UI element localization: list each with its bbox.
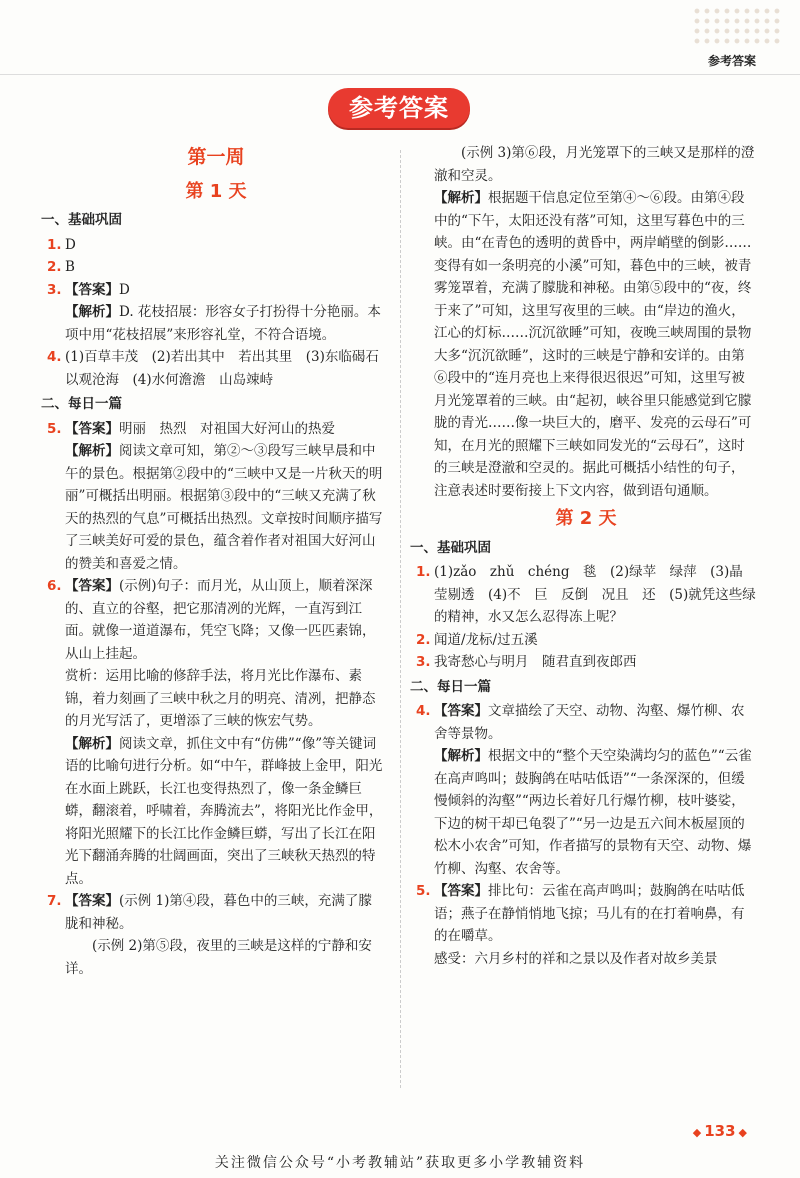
decorative-dots xyxy=(692,6,782,46)
page-title-banner: 参考答案 xyxy=(328,88,470,128)
example-text: (示例 2)第⑤段，夜里的三峡是这样的宁静和安详。 xyxy=(65,938,372,977)
section-heading: 二、每日一篇 xyxy=(41,396,122,412)
right-column xyxy=(410,142,756,970)
page-number: ◆ 133 ◆ xyxy=(690,1122,750,1140)
answer-item: 4. 【答案】文章描绘了天空、动物、沟壑、爆竹柳、农舍等景物。 xyxy=(416,703,745,742)
day-title: 第 1 天 xyxy=(185,180,247,202)
analysis-text: 【解析】阅读文章可知，第②～③段写三峡早晨和中午的景色。根据第②段中的“三峡中又是一片秋天的明丽”可概括出明丽。根据第③段中的“三峡又充满了秋天的热烈的气息”可概括出热烈。文章按时间顺序描写了三峡美好可爱的景色，蕴含着作者对祖国大好河山的赞美和喜爱之情。 xyxy=(65,443,383,572)
left-column xyxy=(41,142,393,980)
analysis-text: 【解析】D. 花枝招展：形容女子打扮得十分艳丽。本项中用“花枝招展”来形容礼堂，不符合语境。 xyxy=(65,304,381,343)
bullet-icon: ◆ xyxy=(738,1126,747,1139)
section-heading: 二、每日一篇 xyxy=(410,678,491,695)
answer-item: 1. D xyxy=(47,236,76,253)
day-title: 第 2 天 xyxy=(555,508,617,529)
analysis-text: 【解析】根据文中的“整个天空染满均匀的蓝色”“云雀在高声鸣叫；鼓胸鸽在咕咕低语”“一条深深的，但缓慢倾斜的沟壑”“两边长着好几行爆竹柳，枝叶婆娑，下边的树干却已龟裂了”“另一边是五六间木板屋顶的松木小农舍”可知，作者描写的景物有天空、动物、爆竹柳、沟壑、农舍等。 xyxy=(434,748,752,877)
analysis-text: 【解析】根据题干信息定位至第④～⑥段。由第④段中的“下午，太阳还没有落”可知，这里写暮色中的三峡。由“在青色的透明的黄昏中，两岸峭壁的倒影……变得有如一条明亮的小溪”可知，暮色中的三峡，被青雾笼罩着，充满了朦胧和神秘。由第⑤段中的“夜，终于来了”可知，这里写夜里的三峡。由“岸边的渔火，江心的灯标……沉沉欲睡”可知，夜晚三峡周围的景物大多“沉沉欲睡”，这时的三峡是宁静和安详的。由第⑥段中的“连月亮也上来得很迟很迟”可知，这里写被月光笼罩着的三峡。由“起初，峡谷里只能感觉到它朦胧的青光……像一块巨大的，磨平、发亮的云母石”可知，在月光的照耀下三峡如同发光的“云母石”，这时的三峡是澄澈和空灵的。据此可概括小结性的句子，注意表述时要衔接上下文内容，做到语句通顺。 xyxy=(434,190,752,499)
week-title: 第一周 xyxy=(187,146,245,168)
feeling-text: 感受：六月乡村的祥和之景以及作者对故乡美景 xyxy=(434,950,718,967)
appreciation-text: 赏析：运用比喻的修辞手法，将月光比作瀑布、素锦，着力刻画了三峡中秋之月的明亮、清冽，把静态的月光写活了，更增添了三峡的恢宏气势。 xyxy=(65,668,376,729)
header-divider xyxy=(0,74,800,75)
answer-item: 6. 【答案】(示例)句子：而月光，从山顶上，顺着深深的、直立的谷壑，把它那清冽的光辉，一直泻到江面。就像一道道瀑布，凭空飞降；又像一匹匹素锦，从山上挂起。 xyxy=(47,578,376,662)
example-text: (示例 3)第⑥段，月光笼罩下的三峡又是那样的澄澈和空灵。 xyxy=(434,145,755,184)
header-label: 参考答案 xyxy=(707,54,756,68)
answer-item: 4. (1)百草丰茂 (2)若出其中 若出其里 (3)东临碣石 以观沧海 (4)水何澹澹 山岛竦峙 xyxy=(47,349,393,388)
section-heading: 一、基础巩固 xyxy=(410,539,491,556)
answer-item: 5. 【答案】排比句：云雀在高声鸣叫；鼓胸鸽在咕咕低语；燕子在静悄悄地飞掠；马儿有的在打着响鼻，有的在嚼草。 xyxy=(416,883,745,944)
answer-item: 5. 【答案】明丽 热烈 对祖国大好河山的热爱 xyxy=(47,420,335,437)
answer-item: 7. 【答案】(示例 1)第④段，暮色中的三峡，充满了朦胧和神秘。 xyxy=(47,893,372,932)
section-heading: 一、基础巩固 xyxy=(41,212,122,228)
answer-item: 3. 我寄愁心与明月 随君直到夜郎西 xyxy=(416,654,637,670)
answer-item: 3. 【答案】D xyxy=(47,281,130,298)
answer-item: 1. (1)zǎo zhǔ chéng 毯 (2)绿苹 绿萍 (3)晶莹剔透 (4)不 巨 反倒 况且 还 (5)就凭这些绿的精神，水又怎么忍得冻上呢？ xyxy=(416,564,756,625)
column-divider xyxy=(400,150,401,1088)
answer-item: 2. B xyxy=(47,259,75,275)
answer-item: 2. 闻道/龙标/过五溪 xyxy=(416,631,538,648)
footer-note: 关注微信公众号“小考教辅站”获取更多小学教辅资料 xyxy=(214,1155,586,1171)
bullet-icon: ◆ xyxy=(692,1126,702,1139)
analysis-text: 【解析】阅读文章，抓住文中有“仿佛”“像”等关键词语的比喻句进行分析。如“中午，群峰披上金甲，阳光在水面上跳跃，长江也变得热烈了，像一条金鳞巨蟒，翻滚着，呼啸着，奔腾流去”，将阳光比作金甲，将阳光照耀下的长江比作金鳞巨蟒，写出了长江在阳光下翻涌奔腾的壮阔画面，突出了三峡秋天热烈的特点。 xyxy=(65,735,383,887)
